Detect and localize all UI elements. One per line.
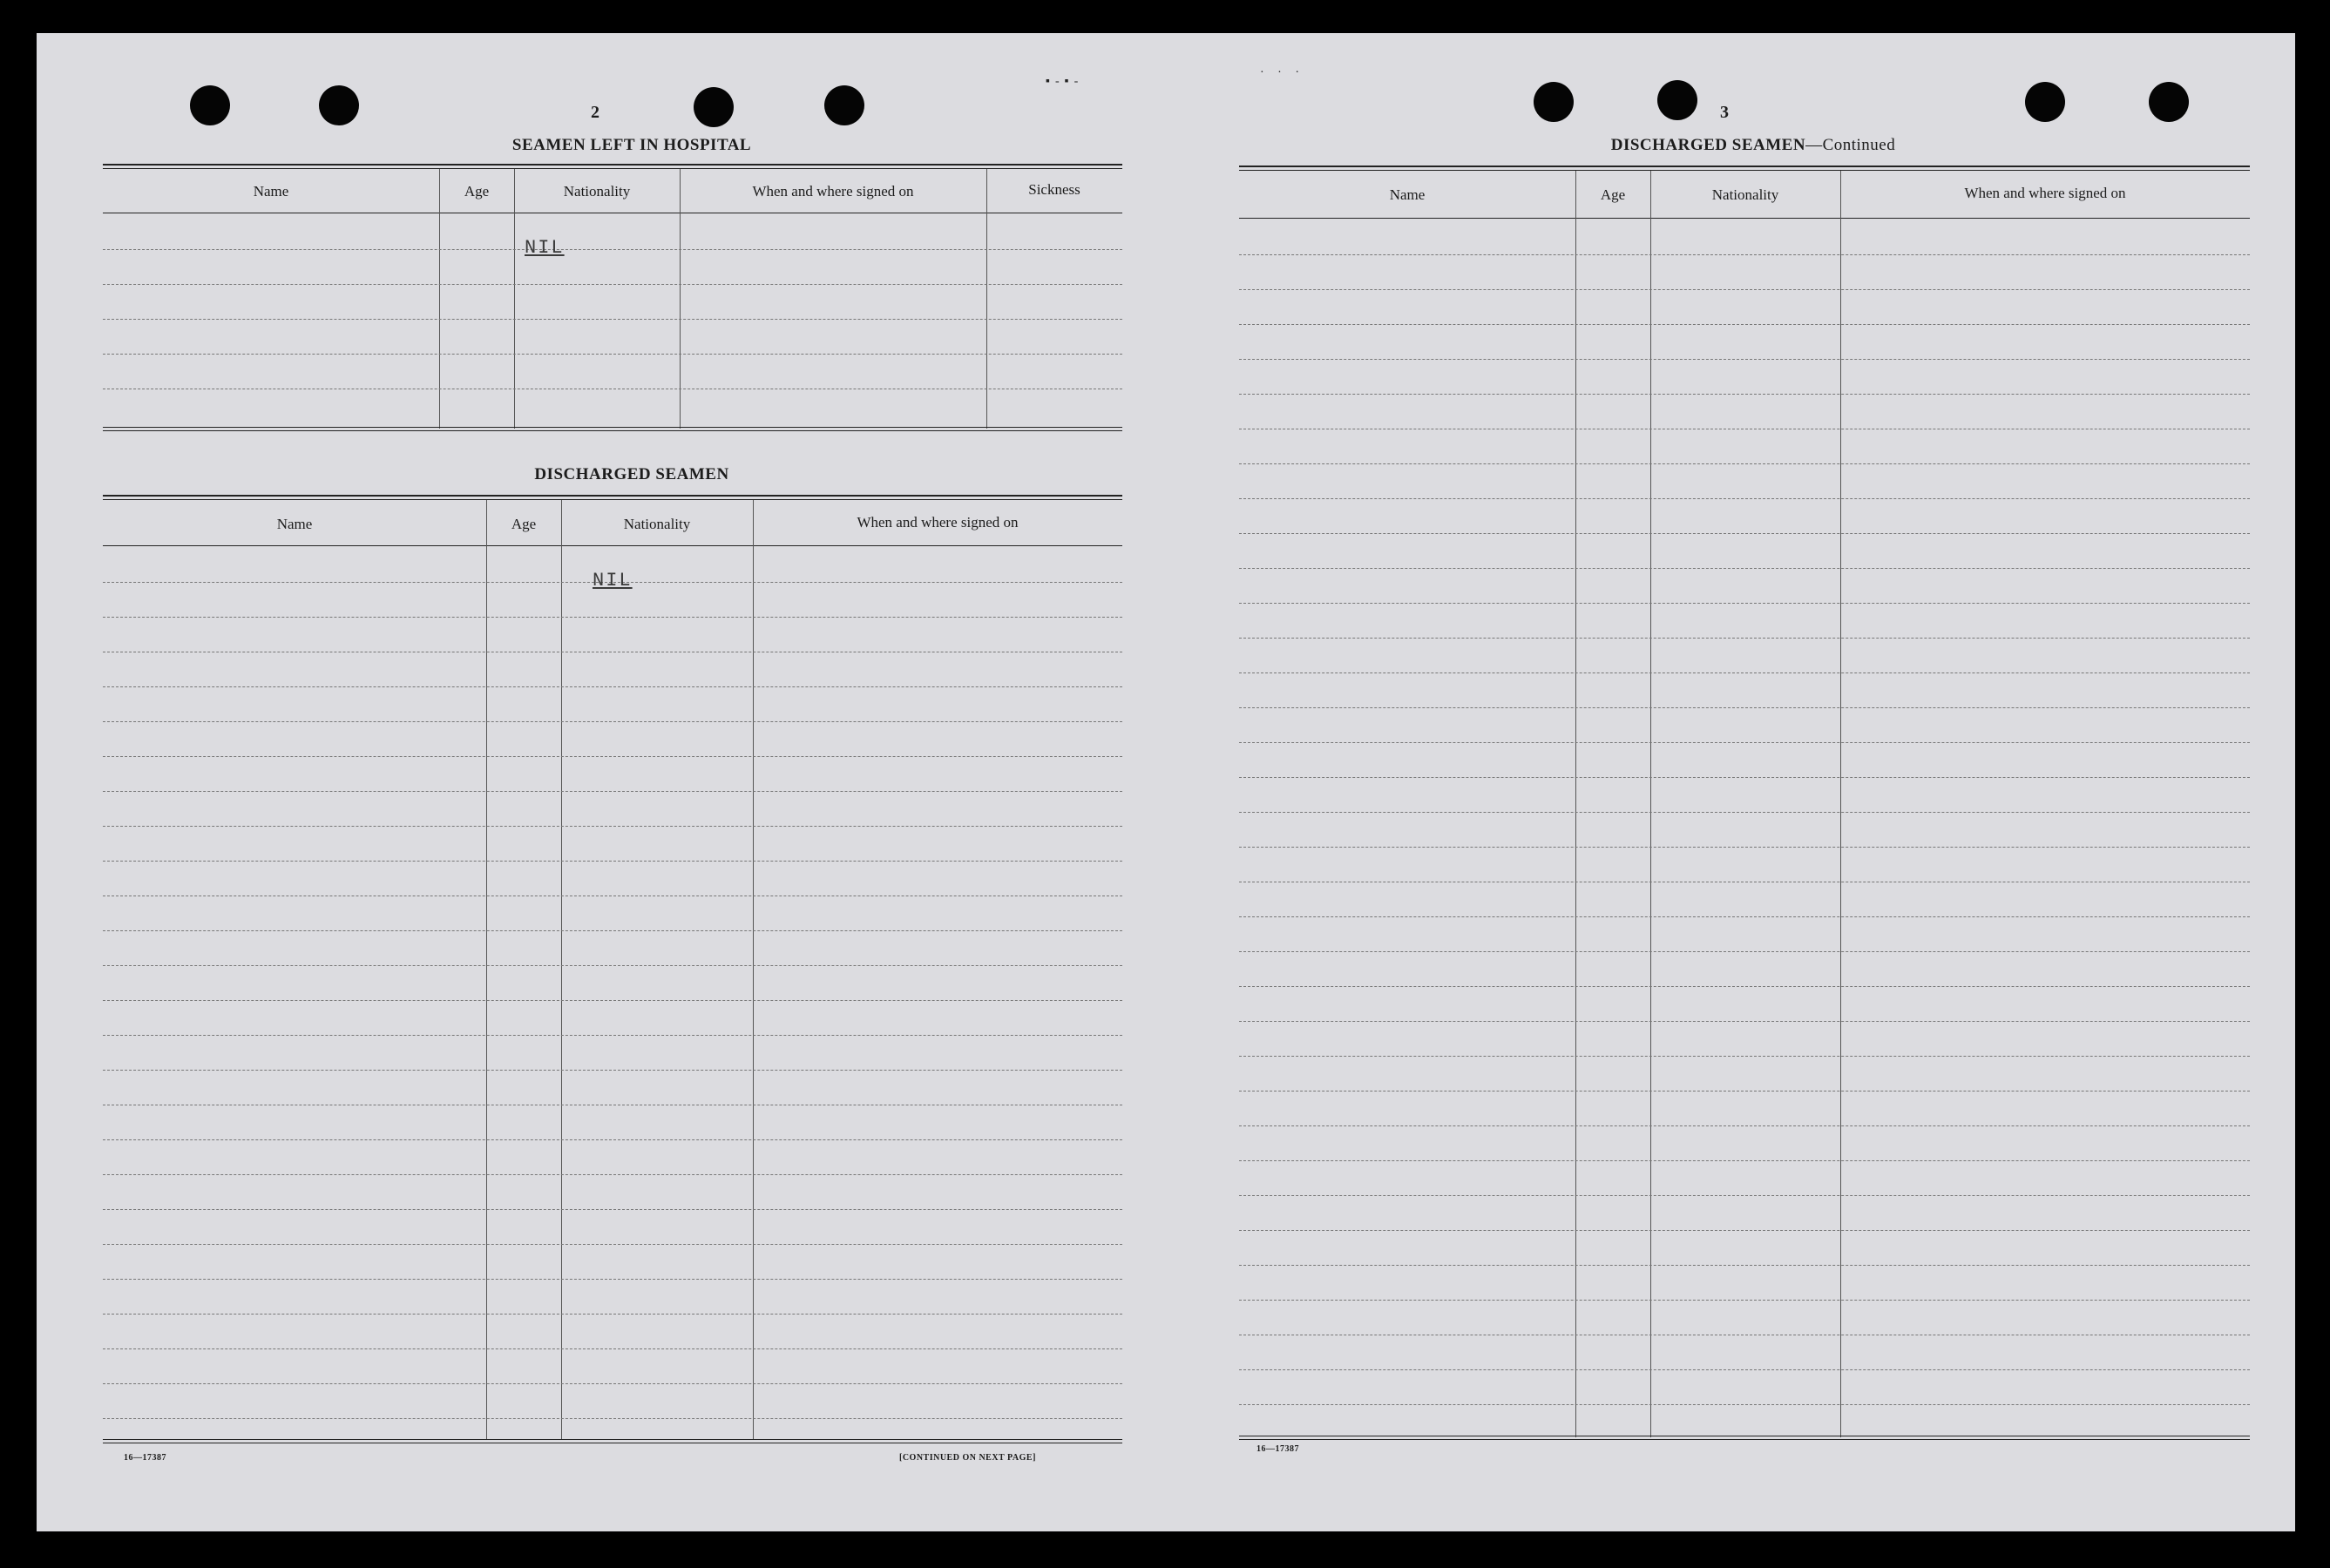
continued-header-nationality: Nationality [1711, 186, 1779, 203]
hospital-table [103, 164, 1122, 477]
right-section-title [1239, 136, 2267, 155]
punch-hole [824, 85, 864, 125]
continued-header-age: Age [1600, 186, 1626, 203]
discharged-header-nationality: Nationality [623, 516, 691, 532]
right-title-suffix: —Continued [1805, 136, 1896, 154]
discharged-continued-table [1239, 166, 2250, 1472]
left-page-number: 2 [591, 103, 599, 122]
hospital-header-signed-on: When and where signed on [752, 183, 914, 199]
document-scan [37, 33, 2295, 1531]
discharged-section-title: DISCHARGED SEAMEN [534, 465, 729, 483]
hospital-header-nationality: Nationality [563, 183, 631, 199]
scan-specks: · · · [1260, 66, 1304, 79]
punch-hole [694, 87, 734, 127]
punch-hole [1534, 82, 1574, 122]
left-form-number: 16—17387 [124, 1453, 166, 1463]
hospital-nil-entry: NIL [525, 237, 565, 259]
discharged-header-age: Age [511, 516, 537, 532]
hospital-header-name: Name [253, 183, 289, 199]
punch-hole [319, 85, 359, 125]
discharged-nil-entry: NIL [593, 570, 633, 591]
discharged-header-name: Name [276, 516, 313, 532]
continued-header-name: Name [1389, 186, 1426, 203]
punch-hole [2149, 82, 2189, 122]
hospital-header-sickness: Sickness [1028, 181, 1080, 198]
continued-note: [CONTINUED ON NEXT PAGE] [899, 1453, 1036, 1463]
scan-specks: ▪-▪- [1046, 75, 1084, 88]
right-page-number: 3 [1720, 103, 1729, 122]
punch-hole [190, 85, 230, 125]
continued-header-signed-on: When and where signed on [1964, 185, 2126, 201]
right-title-main: DISCHARGED SEAMEN [1610, 136, 1806, 154]
punch-hole [1657, 80, 1697, 120]
hospital-section-title: SEAMEN LEFT IN HOSPITAL [511, 136, 752, 154]
discharged-header-signed-on: When and where signed on [857, 514, 1019, 531]
punch-hole [2025, 82, 2065, 122]
right-form-number: 16—17387 [1256, 1444, 1299, 1454]
discharged-table [103, 495, 1122, 1479]
hospital-header-age: Age [464, 183, 490, 199]
